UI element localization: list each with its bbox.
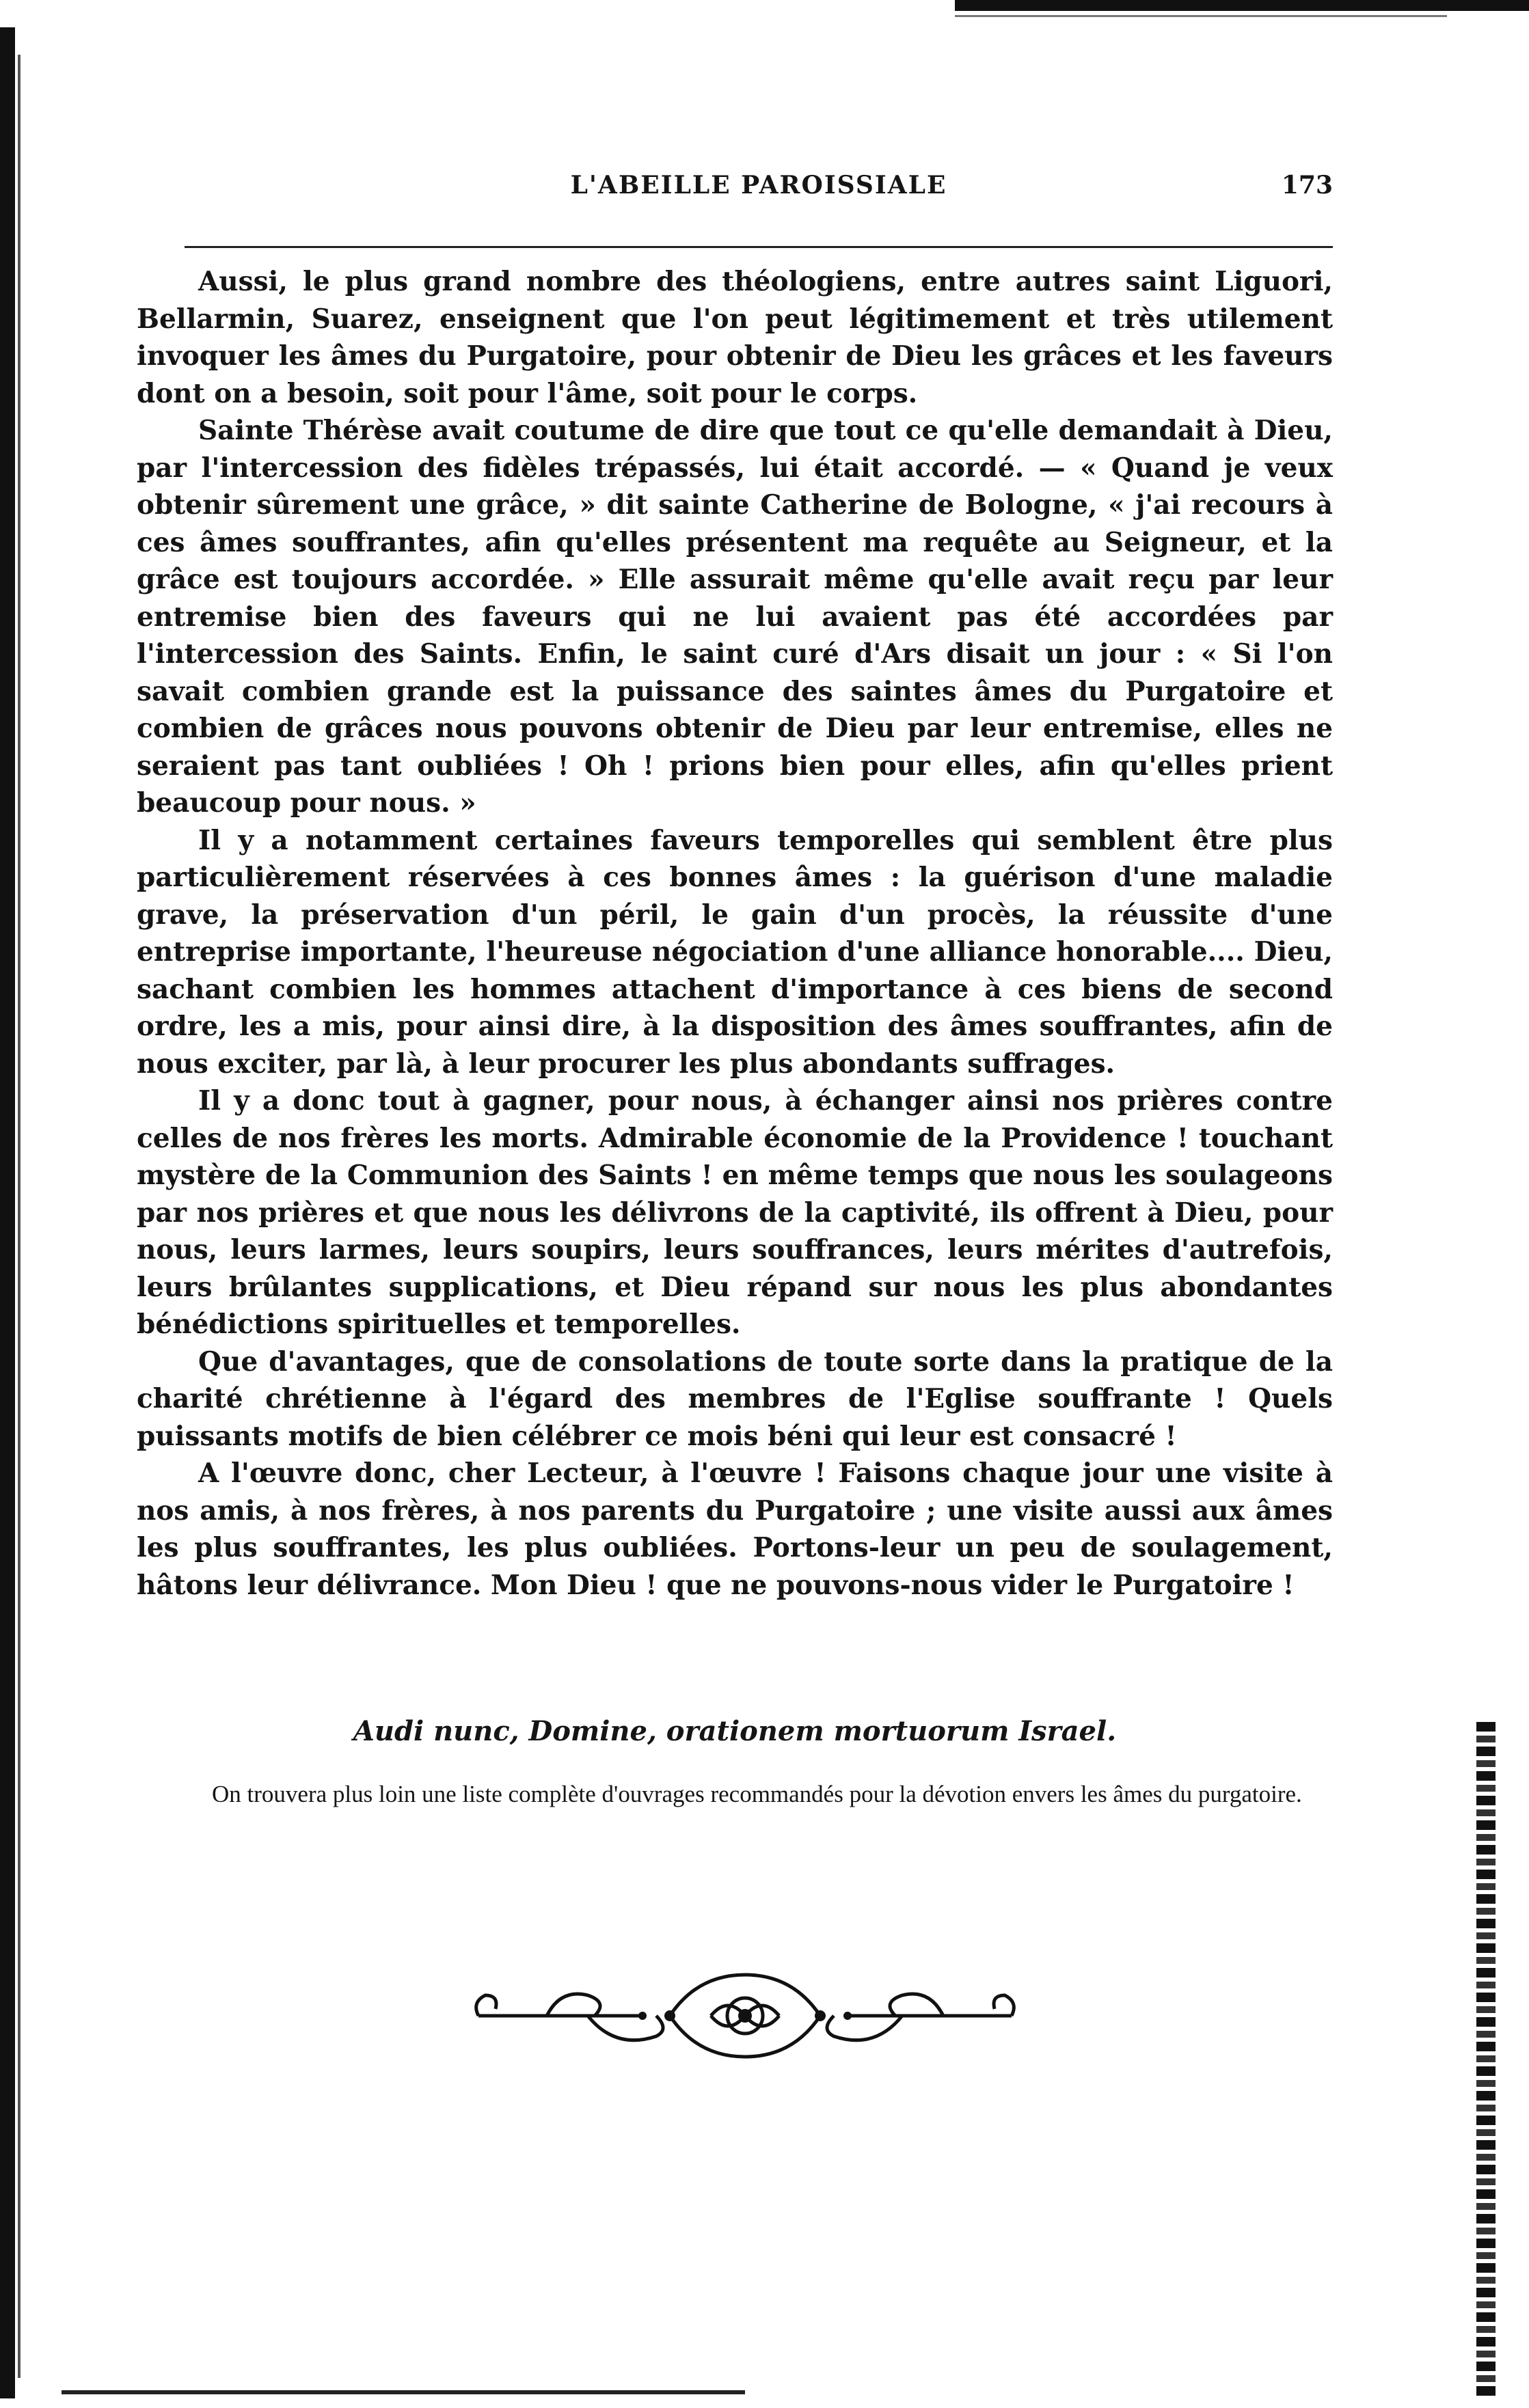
body-text	[137, 263, 1333, 1604]
page-number: 173	[1281, 171, 1333, 200]
scan-edge-right-noise	[1476, 1722, 1496, 2398]
paragraph: Il y a donc tout à gagner, pour nous, à échanger ainsi nos prières contre celles de nos frères les morts. Admirable économie de la Providence ! touchant mystère de la Communion des Saints ! en même temps que nous les soulageons par nos prières et que nous les délivrons de la captivité, ils offrent à Dieu, pour nous, leurs larmes, leurs soupirs, leurs souffrances, leurs mérites d'autrefois, leurs brûlantes supplications, et Dieu répand sur nous les plus abondantes bénédictions spirituelles et temporelles.	[137, 1085, 1333, 1340]
scan-edge-top-thin	[955, 15, 1447, 17]
scan-edge-left-inner	[18, 55, 21, 2378]
paragraph: Aussi, le plus grand nombre des théologiens, entre autres saint Liguori, Bellarmin, Suarez, enseignent que l'on peut légitimement et très utilement invoquer les âmes du Purgatoire, pour obtenir de Dieu les grâces et les faveurs dont on a besoin, soit pour l'âme, soit pour le corps.	[137, 266, 1333, 409]
scan-edge-left	[0, 27, 15, 2398]
floral-ornament-icon	[465, 1968, 1025, 2064]
paragraph: A l'œuvre donc, cher Lecteur, à l'œuvre ! Faisons chaque jour une visite à nos amis, à nos frères, à nos parents du Purgatoire ; une visite aussi aux âmes les plus souffrantes, les plus oubliées. Portons-leur un peu de soulagement, hâtons leur délivrance. Mon Dieu ! que ne pouvons-nous vider le Purgatoire !	[137, 1458, 1333, 1601]
running-title: L'ABEILLE PAROISSIALE	[570, 171, 947, 200]
page-header	[185, 171, 1333, 219]
paragraph: Que d'avantages, que de consolations de toute sorte dans la pratique de la charité chrétienne à l'égard des membres de l'Eglise souffrante ! Quels puissants motifs de bien célébrer ce mois béni qui leur est consacré !	[137, 1345, 1333, 1452]
footnote: On trouvera plus loin une liste complète d'ouvrages recommandés pour la dévotion envers les âmes du purgatoire.	[212, 1781, 1302, 1807]
paragraph: Il y a notamment certaines faveurs temporelles qui semblent être plus particulièrement réservées à ces bonnes âmes : la guérison d'une maladie grave, la préservation d'un péril, le gain d'un procès, la réussite d'une entreprise importante, l'heureuse négociation d'une alliance honorable.... Dieu, sachant combien les hommes attachent d'importance à ces biens de second ordre, les a mis, pour ainsi dire, à la disposition des âmes souffrantes, afin de nous exciter, par là, à leur procurer les plus abondants suffrages.	[137, 824, 1333, 1080]
scan-edge-top	[955, 0, 1529, 11]
header-rule	[185, 246, 1333, 248]
scan-edge-bottom	[62, 2390, 745, 2394]
paragraph: Sainte Thérèse avait coutume de dire que tout ce qu'elle demandait à Dieu, par l'intercession des fidèles trépassés, lui était accordé. — « Quand je veux obtenir sûrement une grâce, » dit sainte Catherine de Bologne, « j'ai recours à ces âmes souffrantes, afin qu'elles présentent ma requête au Seigneur, et la grâce est toujours accordée. » Elle assurait même qu'elle avait reçu par leur entremise bien des faveurs qui ne lui avaient pas été accordées par l'intercession des Saints. Enfin, le saint curé d'Ars disait un jour : « Si l'on savait combien grande est la puissance des saintes âmes du Purgatoire et combien de grâces nous pouvons obtenir de Dieu par leur entremise, elles ne seraient pas tant oubliées ! Oh ! prions bien pour elles, afin qu'elles prient beaucoup pour nous. »	[137, 415, 1333, 819]
latin-quotation: Audi nunc, Domine, orationem mortuorum Israel.	[353, 1715, 1117, 1747]
